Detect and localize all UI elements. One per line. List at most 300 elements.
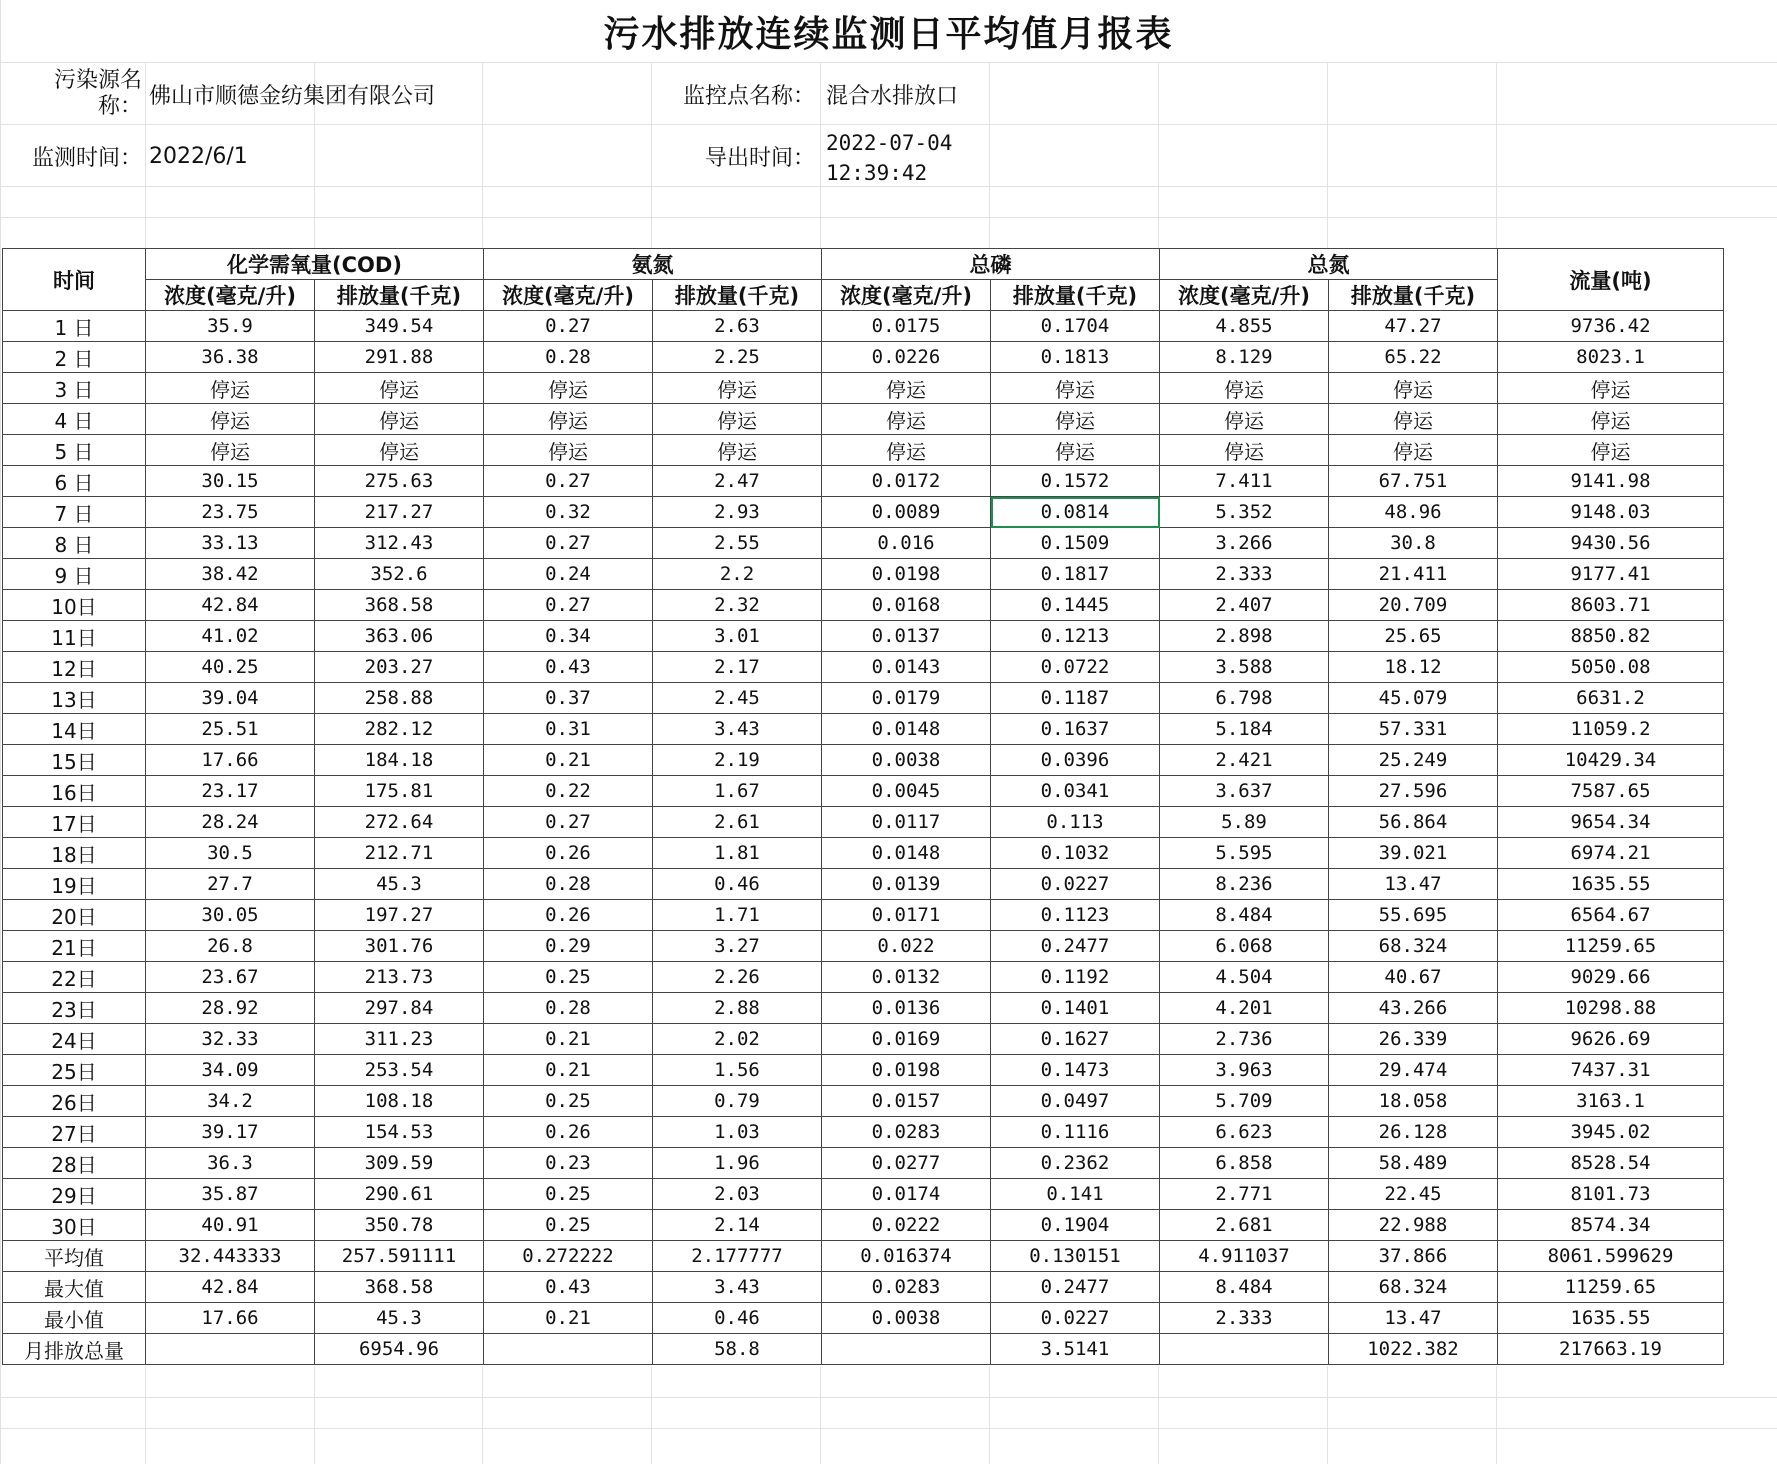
table-cell[interactable]: 0.27 — [484, 466, 653, 497]
table-cell[interactable]: 9626.69 — [1498, 1024, 1724, 1055]
row-label-cell[interactable]: 月排放总量 — [3, 1334, 146, 1365]
table-cell[interactable]: 3.266 — [1160, 528, 1329, 559]
table-cell[interactable]: 22.45 — [1329, 1179, 1498, 1210]
table-cell[interactable]: 停运 — [315, 435, 484, 466]
row-label-cell[interactable]: 26日 — [3, 1086, 146, 1117]
table-cell[interactable]: 197.27 — [315, 900, 484, 931]
row-label-cell[interactable]: 6 日 — [3, 466, 146, 497]
table-cell[interactable]: 0.0179 — [822, 683, 991, 714]
table-cell[interactable]: 2.333 — [1160, 559, 1329, 590]
table-cell[interactable]: 8023.1 — [1498, 342, 1724, 373]
table-cell[interactable]: 0.0814 — [991, 497, 1160, 528]
table-cell[interactable]: 368.58 — [315, 590, 484, 621]
table-cell[interactable]: 8574.34 — [1498, 1210, 1724, 1241]
table-cell[interactable]: 2.03 — [653, 1179, 822, 1210]
export-timestamp[interactable] — [826, 128, 1026, 188]
table-cell[interactable]: 39.021 — [1329, 838, 1498, 869]
table-cell[interactable]: 2.61 — [653, 807, 822, 838]
table-cell[interactable]: 56.864 — [1329, 807, 1498, 838]
table-cell[interactable]: 17.66 — [146, 1303, 315, 1334]
table-cell[interactable]: 42.84 — [146, 590, 315, 621]
table-cell[interactable]: 11259.65 — [1498, 1272, 1724, 1303]
table-cell[interactable]: 5.352 — [1160, 497, 1329, 528]
row-label-cell[interactable]: 3 日 — [3, 373, 146, 404]
table-cell[interactable]: 1.56 — [653, 1055, 822, 1086]
row-label-cell[interactable]: 最小值 — [3, 1303, 146, 1334]
table-cell[interactable]: 停运 — [653, 435, 822, 466]
table-cell[interactable]: 2.47 — [653, 466, 822, 497]
table-cell[interactable]: 184.18 — [315, 745, 484, 776]
table-cell[interactable]: 0.0175 — [822, 311, 991, 342]
table-cell[interactable]: 39.04 — [146, 683, 315, 714]
table-cell[interactable]: 4.911037 — [1160, 1241, 1329, 1272]
table-cell[interactable]: 2.63 — [653, 311, 822, 342]
row-label-cell[interactable]: 5 日 — [3, 435, 146, 466]
table-cell[interactable]: 6.623 — [1160, 1117, 1329, 1148]
table-cell[interactable]: 3.5141 — [991, 1334, 1160, 1365]
table-cell[interactable]: 39.17 — [146, 1117, 315, 1148]
table-cell[interactable]: 0.1401 — [991, 993, 1160, 1024]
table-cell[interactable]: 58.489 — [1329, 1148, 1498, 1179]
table-cell[interactable]: 30.8 — [1329, 528, 1498, 559]
table-cell[interactable]: 6.068 — [1160, 931, 1329, 962]
table-cell[interactable]: 6564.67 — [1498, 900, 1724, 931]
table-cell[interactable]: 349.54 — [315, 311, 484, 342]
header-cod-conc[interactable]: 浓度(毫克/升) — [146, 280, 315, 311]
table-cell[interactable]: 0.1509 — [991, 528, 1160, 559]
table-cell[interactable]: 1022.382 — [1329, 1334, 1498, 1365]
table-cell[interactable]: 363.06 — [315, 621, 484, 652]
table-cell[interactable]: 23.67 — [146, 962, 315, 993]
table-cell[interactable]: 9736.42 — [1498, 311, 1724, 342]
table-cell[interactable]: 0.272222 — [484, 1241, 653, 1272]
table-cell[interactable]: 0.26 — [484, 838, 653, 869]
table-cell[interactable]: 0.0148 — [822, 714, 991, 745]
table-cell[interactable]: 0.0168 — [822, 590, 991, 621]
table-cell[interactable]: 40.25 — [146, 652, 315, 683]
table-cell[interactable]: 0.141 — [991, 1179, 1160, 1210]
table-cell[interactable]: 停运 — [822, 435, 991, 466]
table-cell[interactable]: 0.130151 — [991, 1241, 1160, 1272]
table-cell[interactable]: 9029.66 — [1498, 962, 1724, 993]
row-label-cell[interactable]: 20日 — [3, 900, 146, 931]
table-cell[interactable]: 272.64 — [315, 807, 484, 838]
header-tn-load[interactable]: 排放量(千克) — [1329, 280, 1498, 311]
table-cell[interactable]: 0.25 — [484, 1210, 653, 1241]
table-cell[interactable]: 停运 — [146, 373, 315, 404]
table-cell[interactable]: 停运 — [146, 435, 315, 466]
row-label-cell[interactable]: 27日 — [3, 1117, 146, 1148]
table-cell[interactable]: 17.66 — [146, 745, 315, 776]
row-label-cell[interactable]: 19日 — [3, 869, 146, 900]
table-cell[interactable]: 1.96 — [653, 1148, 822, 1179]
table-cell[interactable]: 0.0396 — [991, 745, 1160, 776]
table-cell[interactable]: 257.591111 — [315, 1241, 484, 1272]
table-cell[interactable]: 68.324 — [1329, 931, 1498, 962]
table-cell[interactable]: 0.24 — [484, 559, 653, 590]
table-cell[interactable]: 65.22 — [1329, 342, 1498, 373]
table-cell[interactable]: 0.0722 — [991, 652, 1160, 683]
row-label-cell[interactable]: 7 日 — [3, 497, 146, 528]
table-cell[interactable]: 停运 — [653, 373, 822, 404]
table-cell[interactable]: 2.14 — [653, 1210, 822, 1241]
header-nh3-load[interactable]: 排放量(千克) — [653, 280, 822, 311]
table-cell[interactable]: 11059.2 — [1498, 714, 1724, 745]
table-cell[interactable]: 8.129 — [1160, 342, 1329, 373]
table-cell[interactable]: 42.84 — [146, 1272, 315, 1303]
table-cell[interactable] — [484, 1334, 653, 1365]
table-cell[interactable]: 38.42 — [146, 559, 315, 590]
table-cell[interactable]: 停运 — [484, 404, 653, 435]
time-value[interactable]: 2022/6/1 — [149, 143, 248, 169]
table-cell[interactable]: 0.0038 — [822, 1303, 991, 1334]
table-cell[interactable]: 0.1116 — [991, 1117, 1160, 1148]
table-cell[interactable]: 9430.56 — [1498, 528, 1724, 559]
table-cell[interactable]: 停运 — [315, 373, 484, 404]
table-cell[interactable]: 0.27 — [484, 807, 653, 838]
table-cell[interactable]: 8603.71 — [1498, 590, 1724, 621]
table-cell[interactable]: 0.21 — [484, 1303, 653, 1334]
table-cell[interactable]: 0.0283 — [822, 1272, 991, 1303]
table-cell[interactable]: 0.1637 — [991, 714, 1160, 745]
table-cell[interactable]: 4.201 — [1160, 993, 1329, 1024]
table-cell[interactable]: 5.709 — [1160, 1086, 1329, 1117]
table-cell[interactable]: 5.184 — [1160, 714, 1329, 745]
table-cell[interactable]: 26.128 — [1329, 1117, 1498, 1148]
table-cell[interactable]: 4.855 — [1160, 311, 1329, 342]
table-cell[interactable]: 36.3 — [146, 1148, 315, 1179]
table-cell[interactable]: 13.47 — [1329, 1303, 1498, 1334]
table-cell[interactable]: 0.1813 — [991, 342, 1160, 373]
row-label-cell[interactable]: 25日 — [3, 1055, 146, 1086]
table-cell[interactable]: 0.27 — [484, 528, 653, 559]
table-cell[interactable]: 0.46 — [653, 869, 822, 900]
table-cell[interactable]: 停运 — [484, 435, 653, 466]
table-cell[interactable]: 3.27 — [653, 931, 822, 962]
table-cell[interactable]: 2.55 — [653, 528, 822, 559]
table-cell[interactable]: 35.9 — [146, 311, 315, 342]
header-nh3[interactable]: 氨氮 — [484, 249, 822, 280]
table-cell[interactable]: 5.595 — [1160, 838, 1329, 869]
table-cell[interactable]: 0.0038 — [822, 745, 991, 776]
table-cell[interactable]: 23.75 — [146, 497, 315, 528]
table-cell[interactable]: 0.022 — [822, 931, 991, 962]
table-cell[interactable]: 0.0497 — [991, 1086, 1160, 1117]
row-label-cell[interactable]: 9 日 — [3, 559, 146, 590]
table-cell[interactable]: 5050.08 — [1498, 652, 1724, 683]
table-cell[interactable]: 2.02 — [653, 1024, 822, 1055]
table-cell[interactable]: 0.43 — [484, 652, 653, 683]
table-cell[interactable]: 停运 — [1160, 373, 1329, 404]
table-cell[interactable]: 40.67 — [1329, 962, 1498, 993]
table-cell[interactable]: 2.25 — [653, 342, 822, 373]
table-cell[interactable]: 0.29 — [484, 931, 653, 962]
table-cell[interactable]: 175.81 — [315, 776, 484, 807]
table-cell[interactable]: 停运 — [991, 373, 1160, 404]
table-cell[interactable]: 297.84 — [315, 993, 484, 1024]
table-cell[interactable]: 3.963 — [1160, 1055, 1329, 1086]
table-cell[interactable]: 2.898 — [1160, 621, 1329, 652]
row-label-cell[interactable]: 10日 — [3, 590, 146, 621]
table-cell[interactable]: 0.0089 — [822, 497, 991, 528]
row-label-cell[interactable]: 24日 — [3, 1024, 146, 1055]
table-cell[interactable]: 0.1904 — [991, 1210, 1160, 1241]
table-cell[interactable]: 291.88 — [315, 342, 484, 373]
table-cell[interactable]: 35.87 — [146, 1179, 315, 1210]
table-cell[interactable]: 8101.73 — [1498, 1179, 1724, 1210]
table-cell[interactable]: 7.411 — [1160, 466, 1329, 497]
table-cell[interactable]: 311.23 — [315, 1024, 484, 1055]
table-cell[interactable]: 停运 — [1498, 435, 1724, 466]
header-nh3-conc[interactable]: 浓度(毫克/升) — [484, 280, 653, 311]
table-cell[interactable]: 9654.34 — [1498, 807, 1724, 838]
table-cell[interactable]: 0.26 — [484, 900, 653, 931]
table-cell[interactable]: 0.27 — [484, 311, 653, 342]
row-label-cell[interactable]: 最大值 — [3, 1272, 146, 1303]
table-cell[interactable]: 0.25 — [484, 962, 653, 993]
header-cod-load[interactable]: 排放量(千克) — [315, 280, 484, 311]
table-cell[interactable]: 34.09 — [146, 1055, 315, 1086]
table-cell[interactable]: 停运 — [1160, 404, 1329, 435]
table-cell[interactable]: 25.65 — [1329, 621, 1498, 652]
table-cell[interactable]: 2.17 — [653, 652, 822, 683]
table-cell[interactable]: 停运 — [1498, 404, 1724, 435]
table-cell[interactable]: 停运 — [822, 373, 991, 404]
table-cell[interactable]: 0.43 — [484, 1272, 653, 1303]
table-cell[interactable] — [1160, 1334, 1329, 1365]
row-label-cell[interactable]: 28日 — [3, 1148, 146, 1179]
table-cell[interactable]: 7587.65 — [1498, 776, 1724, 807]
table-cell[interactable]: 28.92 — [146, 993, 315, 1024]
table-cell[interactable]: 3.637 — [1160, 776, 1329, 807]
table-cell[interactable]: 352.6 — [315, 559, 484, 590]
table-cell[interactable]: 217663.19 — [1498, 1334, 1724, 1365]
table-cell[interactable]: 2.771 — [1160, 1179, 1329, 1210]
table-cell[interactable]: 0.79 — [653, 1086, 822, 1117]
table-cell[interactable]: 0.31 — [484, 714, 653, 745]
row-label-cell[interactable]: 14日 — [3, 714, 146, 745]
table-cell[interactable]: 9141.98 — [1498, 466, 1724, 497]
table-cell[interactable]: 18.12 — [1329, 652, 1498, 683]
row-label-cell[interactable]: 30日 — [3, 1210, 146, 1241]
table-cell[interactable]: 8.484 — [1160, 900, 1329, 931]
table-cell[interactable]: 0.1123 — [991, 900, 1160, 931]
row-label-cell[interactable]: 18日 — [3, 838, 146, 869]
table-cell[interactable] — [822, 1334, 991, 1365]
table-cell[interactable]: 2.421 — [1160, 745, 1329, 776]
table-cell[interactable]: 2.736 — [1160, 1024, 1329, 1055]
table-cell[interactable]: 3163.1 — [1498, 1086, 1724, 1117]
table-cell[interactable]: 301.76 — [315, 931, 484, 962]
row-label-cell[interactable]: 8 日 — [3, 528, 146, 559]
table-cell[interactable]: 20.709 — [1329, 590, 1498, 621]
table-cell[interactable]: 0.0132 — [822, 962, 991, 993]
table-cell[interactable]: 41.02 — [146, 621, 315, 652]
table-cell[interactable]: 1.67 — [653, 776, 822, 807]
header-tn[interactable]: 总氮 — [1160, 249, 1498, 280]
table-cell[interactable]: 10429.34 — [1498, 745, 1724, 776]
table-cell[interactable]: 0.0222 — [822, 1210, 991, 1241]
table-cell[interactable]: 29.474 — [1329, 1055, 1498, 1086]
table-cell[interactable]: 2.93 — [653, 497, 822, 528]
table-cell[interactable]: 10298.88 — [1498, 993, 1724, 1024]
row-label-cell[interactable]: 13日 — [3, 683, 146, 714]
table-cell[interactable]: 0.0171 — [822, 900, 991, 931]
table-cell[interactable]: 0.27 — [484, 590, 653, 621]
table-cell[interactable]: 1.03 — [653, 1117, 822, 1148]
table-cell[interactable]: 0.1445 — [991, 590, 1160, 621]
table-cell[interactable]: 停运 — [1160, 435, 1329, 466]
table-cell[interactable]: 312.43 — [315, 528, 484, 559]
table-cell[interactable]: 停运 — [315, 404, 484, 435]
table-cell[interactable]: 0.21 — [484, 745, 653, 776]
table-cell[interactable]: 45.079 — [1329, 683, 1498, 714]
table-cell[interactable]: 26.339 — [1329, 1024, 1498, 1055]
table-cell[interactable]: 34.2 — [146, 1086, 315, 1117]
table-cell[interactable]: 26.8 — [146, 931, 315, 962]
table-cell[interactable]: 0.34 — [484, 621, 653, 652]
table-cell[interactable]: 6.858 — [1160, 1148, 1329, 1179]
table-cell[interactable]: 108.18 — [315, 1086, 484, 1117]
table-cell[interactable]: 309.59 — [315, 1148, 484, 1179]
table-cell[interactable]: 6954.96 — [315, 1334, 484, 1365]
table-cell[interactable]: 2.2 — [653, 559, 822, 590]
header-time[interactable]: 时间 — [3, 249, 146, 311]
table-cell[interactable]: 0.0143 — [822, 652, 991, 683]
table-cell[interactable]: 154.53 — [315, 1117, 484, 1148]
table-cell[interactable]: 67.751 — [1329, 466, 1498, 497]
table-cell[interactable]: 6974.21 — [1498, 838, 1724, 869]
header-tn-conc[interactable]: 浓度(毫克/升) — [1160, 280, 1329, 311]
table-cell[interactable]: 0.016374 — [822, 1241, 991, 1272]
table-cell[interactable]: 253.54 — [315, 1055, 484, 1086]
table-cell[interactable]: 55.695 — [1329, 900, 1498, 931]
table-cell[interactable]: 282.12 — [315, 714, 484, 745]
table-cell[interactable]: 0.2362 — [991, 1148, 1160, 1179]
table-cell[interactable]: 6631.2 — [1498, 683, 1724, 714]
table-cell[interactable]: 0.46 — [653, 1303, 822, 1334]
row-label-cell[interactable]: 23日 — [3, 993, 146, 1024]
header-tp[interactable]: 总磷 — [822, 249, 1160, 280]
table-cell[interactable]: 0.2477 — [991, 931, 1160, 962]
table-cell[interactable]: 停运 — [822, 404, 991, 435]
table-cell[interactable]: 0.1192 — [991, 962, 1160, 993]
row-label-cell[interactable]: 4 日 — [3, 404, 146, 435]
header-tp-conc[interactable]: 浓度(毫克/升) — [822, 280, 991, 311]
table-cell[interactable]: 停运 — [1329, 435, 1498, 466]
table-cell[interactable]: 0.28 — [484, 993, 653, 1024]
table-cell[interactable]: 290.61 — [315, 1179, 484, 1210]
table-cell[interactable]: 2.88 — [653, 993, 822, 1024]
table-cell[interactable]: 21.411 — [1329, 559, 1498, 590]
table-cell[interactable]: 停运 — [1498, 373, 1724, 404]
table-cell[interactable] — [146, 1334, 315, 1365]
table-cell[interactable]: 0.0341 — [991, 776, 1160, 807]
table-cell[interactable]: 3.588 — [1160, 652, 1329, 683]
row-label-cell[interactable]: 21日 — [3, 931, 146, 962]
row-label-cell[interactable]: 15日 — [3, 745, 146, 776]
table-cell[interactable]: 0.0157 — [822, 1086, 991, 1117]
table-cell[interactable]: 0.0198 — [822, 559, 991, 590]
table-cell[interactable]: 8.236 — [1160, 869, 1329, 900]
table-cell[interactable]: 0.1627 — [991, 1024, 1160, 1055]
table-cell[interactable]: 13.47 — [1329, 869, 1498, 900]
table-cell[interactable]: 0.28 — [484, 342, 653, 373]
table-cell[interactable]: 350.78 — [315, 1210, 484, 1241]
table-cell[interactable]: 0.016 — [822, 528, 991, 559]
table-cell[interactable]: 217.27 — [315, 497, 484, 528]
table-cell[interactable]: 23.17 — [146, 776, 315, 807]
table-cell[interactable]: 4.504 — [1160, 962, 1329, 993]
table-cell[interactable]: 0.32 — [484, 497, 653, 528]
table-cell[interactable]: 3.01 — [653, 621, 822, 652]
table-cell[interactable]: 0.1572 — [991, 466, 1160, 497]
table-cell[interactable]: 9177.41 — [1498, 559, 1724, 590]
table-cell[interactable]: 45.3 — [315, 1303, 484, 1334]
table-cell[interactable]: 0.22 — [484, 776, 653, 807]
row-label-cell[interactable]: 17日 — [3, 807, 146, 838]
header-cod[interactable]: 化学需氧量(COD) — [146, 249, 484, 280]
table-cell[interactable]: 停运 — [1329, 404, 1498, 435]
table-cell[interactable]: 0.23 — [484, 1148, 653, 1179]
table-cell[interactable]: 0.1187 — [991, 683, 1160, 714]
table-cell[interactable]: 停运 — [146, 404, 315, 435]
table-cell[interactable]: 0.26 — [484, 1117, 653, 1148]
table-cell[interactable]: 0.1213 — [991, 621, 1160, 652]
table-cell[interactable]: 30.15 — [146, 466, 315, 497]
table-cell[interactable]: 48.96 — [1329, 497, 1498, 528]
table-cell[interactable]: 0.0117 — [822, 807, 991, 838]
table-cell[interactable]: 0.21 — [484, 1024, 653, 1055]
row-label-cell[interactable]: 22日 — [3, 962, 146, 993]
table-cell[interactable]: 0.0283 — [822, 1117, 991, 1148]
table-cell[interactable]: 18.058 — [1329, 1086, 1498, 1117]
table-cell[interactable]: 0.0136 — [822, 993, 991, 1024]
table-cell[interactable]: 0.1473 — [991, 1055, 1160, 1086]
table-cell[interactable]: 27.7 — [146, 869, 315, 900]
table-cell[interactable]: 0.1817 — [991, 559, 1160, 590]
table-cell[interactable]: 0.37 — [484, 683, 653, 714]
table-cell[interactable]: 2.407 — [1160, 590, 1329, 621]
table-cell[interactable]: 5.89 — [1160, 807, 1329, 838]
table-cell[interactable]: 0.0148 — [822, 838, 991, 869]
table-cell[interactable]: 2.177777 — [653, 1241, 822, 1272]
row-label-cell[interactable]: 16日 — [3, 776, 146, 807]
table-cell[interactable]: 68.324 — [1329, 1272, 1498, 1303]
table-cell[interactable]: 0.21 — [484, 1055, 653, 1086]
row-label-cell[interactable]: 2 日 — [3, 342, 146, 373]
table-cell[interactable]: 25.249 — [1329, 745, 1498, 776]
table-cell[interactable]: 32.443333 — [146, 1241, 315, 1272]
table-cell[interactable]: 0.0277 — [822, 1148, 991, 1179]
table-cell[interactable]: 0.0198 — [822, 1055, 991, 1086]
table-cell[interactable]: 37.866 — [1329, 1241, 1498, 1272]
table-cell[interactable]: 213.73 — [315, 962, 484, 993]
table-cell[interactable]: 58.8 — [653, 1334, 822, 1365]
table-cell[interactable]: 0.1704 — [991, 311, 1160, 342]
table-cell[interactable]: 0.0137 — [822, 621, 991, 652]
row-label-cell[interactable]: 平均值 — [3, 1241, 146, 1272]
table-cell[interactable]: 停运 — [991, 435, 1160, 466]
table-cell[interactable]: 1.81 — [653, 838, 822, 869]
table-cell[interactable]: 停运 — [653, 404, 822, 435]
table-cell[interactable]: 0.0226 — [822, 342, 991, 373]
row-label-cell[interactable]: 1 日 — [3, 311, 146, 342]
row-label-cell[interactable]: 11日 — [3, 621, 146, 652]
table-cell[interactable]: 36.38 — [146, 342, 315, 373]
table-cell[interactable]: 0.25 — [484, 1179, 653, 1210]
table-cell[interactable]: 2.32 — [653, 590, 822, 621]
